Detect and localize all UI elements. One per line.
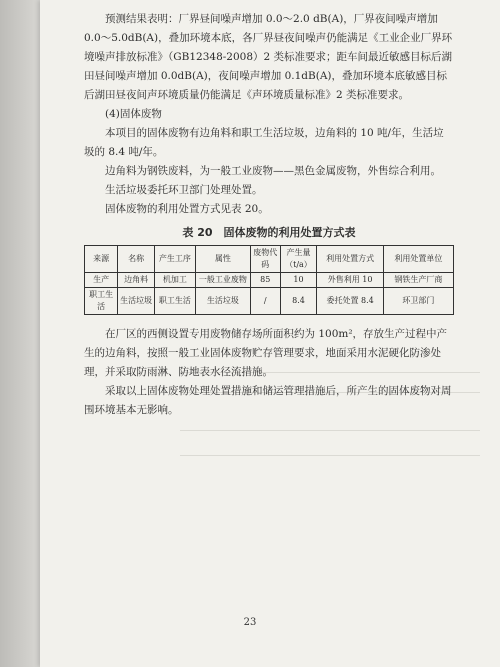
storage-paragraph: 在厂区的西侧设置专用废物储存场所面积约为 100m²，存放生产过程中产生的边角料，按照一般工业固体废物贮存管理要求，地面采用水泥硬化防渗处理，并采取防雨淋、防地表水径流措施。: [84, 328, 448, 378]
scrap-paragraph: 边角料为钢铁废料，为一般工业废物——黑色金属废物，外售综合利用。: [105, 165, 441, 177]
table-row: [85, 288, 454, 315]
table-cell: 一般工业废物: [195, 273, 250, 288]
table-title: 表 20 固体废物的利用处置方式表: [182, 226, 356, 239]
page-content: [84, 10, 454, 420]
conclusion-paragraph: 采取以上固体废物处理处置措施和储运管理措施后，所产生的固体废物对周围环境基本无影响。: [84, 385, 452, 416]
table-header-cell: 产生量（t/a）: [280, 246, 317, 273]
table-cell: 8.4: [280, 288, 317, 315]
table-cell: 职工生活: [85, 288, 118, 315]
table-cell: 外售利用 10: [317, 273, 383, 288]
table-cell: 职工生活: [155, 288, 196, 315]
bleed-line: [180, 430, 480, 431]
table-cell: 10: [280, 273, 317, 288]
solid-waste-paragraph: 本项目的固体废物有边角料和职工生活垃圾，边角料的 10 吨/年，生活垃圾的 8.4 吨/年。: [84, 127, 444, 158]
table-header-row: [85, 246, 454, 273]
noise-result-paragraph: 预测结果表明：厂界昼间噪声增加 0.0～2.0 dB(A)，厂界夜间噪声增加 0.0～5.0dB(A)，叠加环境本底，各厂界昼夜间噪声仍能满足《工业企业厂界环境噪声排放标准》（GB12348-2008）2 类标准要求；距车间最近敏感目标后湖田昼间噪声增加 0.0dB(A)，夜间噪声增加 0.1dB(A)，叠加环境本底敏感目标后湖田昼夜间声环境质量仍能满足《声环境质量标准》2 类标准要求。: [84, 13, 453, 101]
section-heading-solid-waste: (4)固体废物: [105, 108, 162, 120]
table-cell: 委托处置 8.4: [317, 288, 383, 315]
table-cell: 边角料: [118, 273, 155, 288]
table-reference-paragraph: 固体废物的利用处置方式见表 20。: [105, 203, 269, 215]
table-cell: /: [251, 288, 281, 315]
garbage-paragraph: 生活垃圾委托环卫部门处理处置。: [105, 184, 263, 196]
table-cell: 钢铁生产厂商: [383, 273, 453, 288]
waste-disposal-table: [84, 245, 454, 315]
table-cell: 机加工: [155, 273, 196, 288]
table-cell: 生活垃圾: [195, 288, 250, 315]
table-cell: 生产: [85, 273, 118, 288]
table-header-cell: 废物代码: [251, 246, 281, 273]
table-cell: 环卫部门: [383, 288, 453, 315]
table-row: [85, 273, 454, 288]
table-header-cell: 属性: [195, 246, 250, 273]
bleed-line: [180, 455, 480, 456]
table-header-cell: 产生工序: [155, 246, 196, 273]
table-header-cell: 利用处置单位: [383, 246, 453, 273]
binding-shadow: [0, 0, 40, 667]
page-number: 23: [243, 617, 257, 628]
table-header-cell: 利用处置方式: [317, 246, 383, 273]
table-header-cell: 名称: [118, 246, 155, 273]
table-cell: 85: [251, 273, 281, 288]
table-header-cell: 来源: [85, 246, 118, 273]
table-cell: 生活垃圾: [118, 288, 155, 315]
